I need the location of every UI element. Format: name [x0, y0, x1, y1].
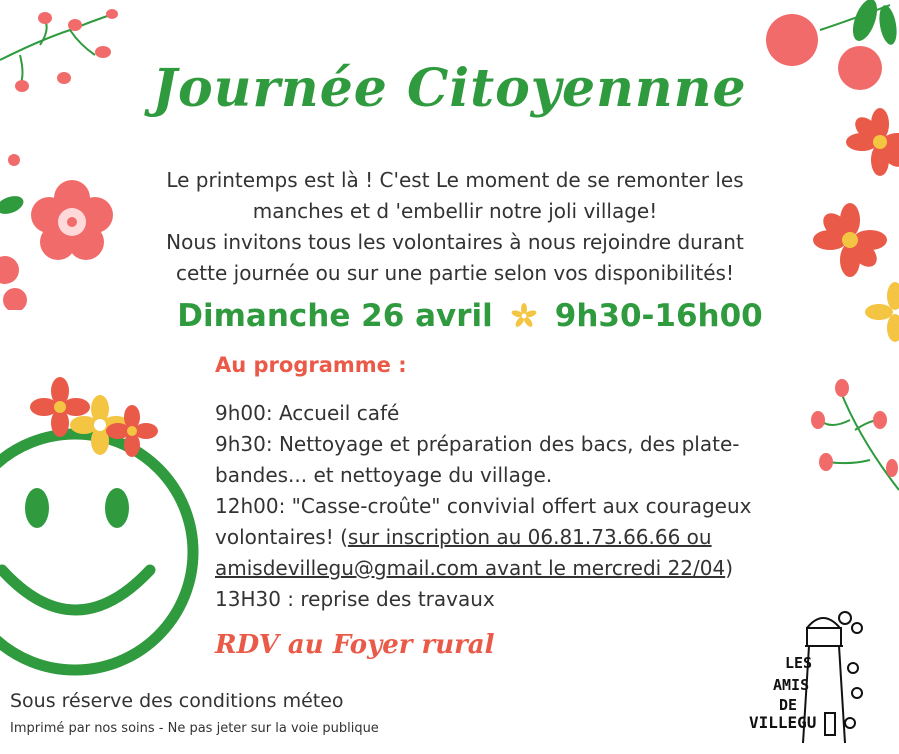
registration-link[interactable]: sur inscription au 06.81.73.66.66 ou — [347, 525, 712, 549]
logo-line: AMIS — [773, 676, 810, 694]
program-item: 9h00: Accueil café — [215, 401, 400, 425]
logo-line: VILLEGU — [749, 713, 817, 732]
logo-line: LES — [785, 654, 813, 672]
meeting-point: RDV au Foyer rural — [215, 630, 495, 660]
intro-line: manches et d 'embellir notre joli village! — [252, 199, 658, 223]
email-link[interactable]: amisdevillegu@gmail.com avant le mercredi 22/04 — [215, 556, 726, 580]
program-item: bandes... et nettoyage du village. — [215, 463, 553, 487]
intro-line: Le printemps est là ! C'est Le moment de se remonter les — [166, 168, 744, 192]
flower-crown-icon — [30, 377, 158, 457]
program-item: 9h30: Nettoyage et préparation des bacs, des plate- — [215, 432, 740, 456]
event-dateline — [140, 298, 800, 334]
lighthouse-logo-icon — [745, 598, 895, 748]
event-date: Dimanche 26 avril — [177, 298, 493, 334]
weather-note: Sous réserve des conditions méteo — [10, 690, 344, 712]
smiley-face-icon — [0, 375, 220, 685]
intro-line: cette journée ou sur une partie selon vos disponibilités! — [175, 261, 734, 285]
program-item: volontaires! (sur inscription au 06.81.73.66.66 ou — [215, 525, 712, 549]
intro-text — [110, 165, 800, 289]
program-item: 12h00: "Casse-croûte" convivial offert aux courageux — [215, 494, 752, 518]
star-flower-icon — [511, 303, 537, 329]
intro-line: Nous invitons tous les volontaires à nous rejoindre durant — [166, 230, 744, 254]
program-item: 13H30 : reprise des travaux — [215, 587, 495, 611]
program-heading: Au programme : — [215, 353, 407, 377]
footer-note: Imprimé par nos soins - Ne pas jeter sur la voie publique — [10, 721, 379, 736]
logo-line: DE — [779, 696, 798, 714]
page-title: Journée Citoyennne — [152, 58, 747, 119]
program-item: amisdevillegu@gmail.com avant le mercredi 22/04) — [215, 556, 734, 580]
flower-right-icon — [800, 100, 899, 350]
event-time: 9h30-16h00 — [554, 298, 763, 334]
program-list — [215, 398, 815, 615]
flower-left-icon — [0, 140, 120, 310]
